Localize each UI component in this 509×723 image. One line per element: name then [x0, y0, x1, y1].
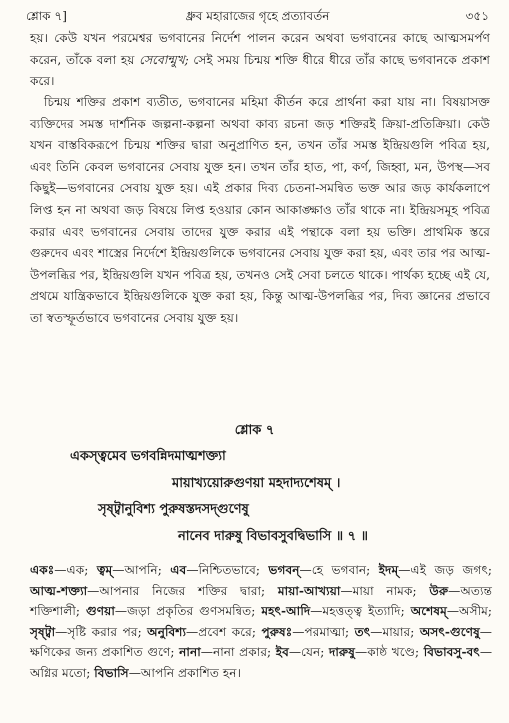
synonym-word: গুণয়া [85, 604, 115, 619]
page-number: ৩৫১ [465, 9, 489, 23]
synonym-word: ইব [275, 645, 289, 660]
synonym-meaning: অসীম; [459, 604, 492, 619]
synonym-meaning: অগ্নির মতো; [30, 665, 95, 680]
synonym-meaning: জড়া প্রকৃতির গুণসমন্বিত; [127, 604, 262, 619]
synonym-word: উরু [429, 583, 449, 598]
synonym-meaning: আপনি প্রকাশিত হন। [140, 665, 241, 680]
synonym-meaning: মায়ার; [382, 624, 420, 639]
synonym-meaning: নিশ্চিতভাবে; [198, 563, 269, 577]
synonym-word: অশেষম্ [410, 604, 447, 619]
synonym-meaning: মহত্তত্ত্ব ইত্যাদি; [322, 604, 411, 619]
synonym-word: একঃ [30, 563, 55, 577]
verse-line-1: একস্ত্বমেব ভগবন্নিদমাত্মশক্ত্যা [70, 449, 226, 464]
synonym-word: বিভাসি [94, 665, 129, 680]
synonym-word: তৎ [354, 624, 371, 639]
synonym-meaning: মায়া নামক; [352, 583, 430, 598]
verse-line-4: নানেব দারুষু বিভাবসুবদ্বিভাসি ॥ ৭ ॥ [178, 529, 368, 544]
chapter-verse-ref: শ্লোক ৭] [26, 9, 67, 23]
purport-paragraph-continued [30, 28, 490, 93]
synonym-word: নানা [179, 645, 201, 660]
synonym-word: সৃষ্ট্বা [30, 624, 56, 639]
synonym-meaning: ক্ষণিকের জন্য প্রকাশিত গুণে; [30, 645, 180, 660]
verse-line-3: সৃষ্ট্বানুবিশ্য পুরুষস্তদসদ্গুণেষু [98, 502, 249, 517]
synonym-meaning: অত্যন্ত শক্তিশালী; [30, 583, 492, 619]
purport-paragraph: চিন্ময় শক্তির প্রকাশ ব্যতীত, ভগবানের মহিমা কীর্তন করে প্রার্থনা করা যায় না। বিষয়াসক্ত ব্যক্তিদের সমস্ত দার্শনিক জল্পনা-কল্পনা অথবা কাব্য রচনা জড় শক্তিরই ক্রিয়া-প্রতিক্রিয়া। কেউ যখন বাস্তবিকরূপে চিন্ময় শক্তির দ্বারা অনুপ্রাণিত হন, তখন তাঁর সমস্ত ইন্দ্রিয়গুলি পবিত্র হয়, এবং তিনি কেবল ভগবানের সেবায় যুক্ত হন। তখন তাঁর হাত, পা, কর্ণ, জিহ্বা, মন, উপস্থ—সব কিছুই—ভগবানের সেবায় যুক্ত হয়। এই প্রকার দিব্য চেতনা-সমন্বিত ভক্ত আর জড় কার্যকলাপে লিপ্ত হন না অথবা জড় বিষয়ে লিপ্ত হওয়ার কোন আকাঙ্ক্ষাও তাঁর থাকে না। ইন্দ্রিয়সমূহ পবিত্র করার এবং ভগবানের সেবায় তাদের যুক্ত করার এই পন্থাকে বলা হয় ভক্তি। প্রাথমিক স্তরে গুরুদেব এবং শাস্ত্রের নির্দেশে ইন্দ্রিয়গুলিকে ভগবানের সেবায় যুক্ত করা হয়, এবং তার পর আত্ম-উপলব্ধির পর, ইন্দ্রিয়গুলি যখন পবিত্র হয়, তখনও সেই সেবা চলতে থাকে। পার্থক্য হচ্ছে এই যে, প্রথমে যান্ত্রিকভাবে ইন্দ্রিয়গুলিকে যুক্ত করা হয়, কিন্তু আত্ম-উপলব্ধির পর, দিব্য জ্ঞানের প্রভাবে তা স্বতস্ফূর্তভাবে ভগবানের সেবায় যুক্ত হয়। [30, 95, 490, 325]
synonym-word: দারুষু [329, 645, 356, 660]
verse-line-2: মায়াখ্যয়োরুগুণয়া মহদাদ্যশেষম্ । [172, 476, 341, 491]
synonym-meaning: নানা প্রকার; [212, 645, 276, 660]
synonym-word: মায়া-আখ্যয়া [277, 583, 341, 598]
synonym-word: পুরুষঃ [261, 624, 293, 639]
synonym-meaning: এই জড় জগৎ; [410, 563, 493, 577]
synonym-word: ত্বম্ [96, 563, 113, 577]
word-for-word-synonyms: একঃ—এক; ত্বম্—আপনি; এব—নিশ্চিতভাবে; ভগবন্—হে ভগবান; ইদম্—এই জড় জগৎ; আত্ম-শক্ত্যা—আপনার নিজের শক্তির দ্বারা; মায়া-আখ্যয়া—মায়া নামক; উরু—অত্যন্ত শক্তিশালী; গুণয়া—জড়া প্রকৃতির গুণসমন্বিত; মহৎ-আদি—মহত্তত্ত্ব ইত্যাদি; অশেষম্—অসীম; সৃষ্ট্বা—সৃষ্টি করার পর; অনুবিশ্য—প্রবেশ করে; পুরুষঃ—পরমাত্মা; তৎ—মায়ার; অসৎ-গুণেষু—ক্ষণিকের জন্য প্রকাশিত গুণে; নানা—নানা প্রকার; ইব—যেন; দারুষু—কাষ্ঠ খণ্ডে; বিভাবসু-বৎ—অগ্নির মতো; বিভাসি—আপনি প্রকাশিত হন। [30, 563, 493, 680]
synonym-meaning: সৃষ্টি করার পর; [67, 624, 148, 639]
synonym-word: অনুবিশ্য [147, 624, 187, 639]
synonym-meaning: আপনার নিজের শক্তির দ্বারা; [99, 583, 278, 598]
synonym-meaning: পরমাত্মা; [304, 624, 355, 639]
purport-text: সেই সময় চিন্ময় শক্তি ধীরে ধীরে তাঁর কাছে ভগবানকে প্রকাশ করে। [30, 52, 491, 89]
synonym-word: ভগবন্ [268, 563, 300, 577]
synonym-meaning: এক; [66, 563, 97, 577]
purport-italic-term: সেবোন্মুখ; [139, 52, 189, 67]
synonym-meaning: যেন; [301, 645, 329, 660]
running-header [26, 6, 489, 26]
synonym-meaning: হে ভগবান; [311, 563, 379, 577]
synonym-word: মহৎ-আদি [261, 604, 311, 619]
verse-title: শ্লোক ৭ [234, 423, 275, 438]
synonym-meaning: আপনি; [124, 563, 171, 577]
synonym-meaning: কাষ্ঠ খণ্ডে; [367, 645, 424, 660]
chapter-title: ধ্রুব মহারাজের গৃহে প্রত্যাবর্তন [185, 9, 330, 23]
synonym-word: অসৎ-গুণেষু [419, 624, 480, 639]
synonym-word: বিভাবসু-বৎ [423, 645, 480, 660]
purport-text: হয়। কেউ যখন পরমেশ্বর ভগবানের নির্দেশ পালন করেন অথবা ভগবানের কাছে আত্মসমর্পণ করেন, তাঁকে বলা হয় [30, 31, 490, 67]
synonym-word: ইদম্ [378, 563, 399, 577]
synonym-word: আত্ম-শক্ত্যা [30, 583, 88, 598]
synonym-meaning: প্রবেশ করে; [198, 624, 262, 639]
synonym-word: এব [170, 563, 187, 577]
